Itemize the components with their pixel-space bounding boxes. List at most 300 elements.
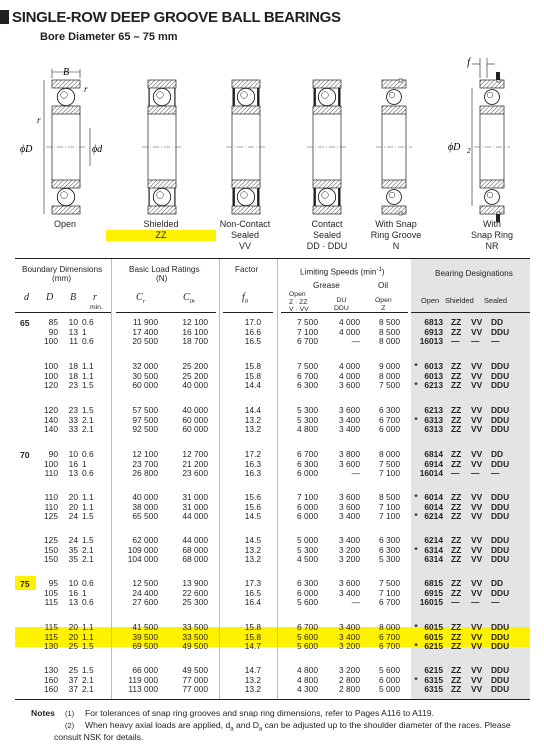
cell-grease-du: 3 800	[339, 449, 360, 459]
cell-radius-r: 1.1	[82, 622, 94, 632]
cell-cr: 23 700	[132, 458, 158, 469]
cell-desig-open: 6913	[424, 326, 443, 337]
cell-desig-sealed-dd: DDU	[491, 554, 510, 565]
cell-cr: 65 500	[132, 511, 158, 522]
cell-oil-open: 8 000	[379, 336, 400, 347]
cell-radius-r: 1.5	[82, 511, 94, 522]
header-r-min: min.	[90, 304, 103, 311]
cell-desig-sealed-vv: VV	[471, 587, 483, 598]
cell-grease-du: 4 000	[339, 317, 360, 327]
cell-c0r: 18 700	[182, 336, 208, 347]
cell-grease-open: 6 700	[297, 336, 318, 347]
cell-desig-shielded: ZZ	[451, 674, 462, 685]
header-bar	[0, 10, 9, 24]
cell-c0r: 77 000	[182, 684, 208, 695]
cell-oil-open: 6 300	[379, 405, 400, 415]
bore-diameter-subtitle: Bore Diameter 65 – 75 mm	[40, 31, 178, 43]
cell-grease-open: 7 100	[297, 326, 318, 337]
cell-c0r: 33 500	[182, 622, 208, 632]
cell-oil-open: 8 000	[379, 449, 400, 459]
cell-grease-du: 4 000	[339, 326, 360, 337]
cell-grease-du: 3 600	[339, 501, 360, 512]
header-rule	[411, 312, 530, 313]
cell-desig-sealed-dd: DDU	[491, 501, 510, 512]
table-row	[0, 555, 530, 565]
cell-grease-open: 4 800	[297, 674, 318, 685]
cell-grease-open: 5 600	[297, 597, 318, 608]
cell-radius-r: 1.1	[82, 370, 94, 381]
cell-c0r: 31 000	[182, 501, 208, 512]
cell-grease-open: 5 600	[297, 641, 318, 652]
cell-oil-open: 7 100	[379, 468, 400, 479]
cell-outer-D: 85	[48, 317, 58, 327]
cell-grease-open: 4 300	[297, 684, 318, 695]
cell-desig-shielded: ZZ	[451, 622, 462, 632]
cell-radius-r: 0.6	[82, 468, 94, 479]
cell-grease-du: 3 200	[339, 554, 360, 565]
cell-grease-open: 6 700	[297, 370, 318, 381]
cell-desig-sealed-vv: VV	[471, 414, 483, 425]
cell-f0: 16.6	[244, 326, 261, 337]
cell-desig-shielded: —	[451, 597, 460, 608]
cell-desig-shielded: ZZ	[451, 544, 462, 555]
caption-contact-sealed: Contact Sealed DD · DDU	[306, 219, 348, 251]
notes-label: Notes	[31, 708, 55, 718]
cell-desig-sealed-vv: VV	[471, 424, 483, 435]
cell-grease-open: 6 000	[297, 511, 318, 522]
cell-cr: 17 400	[132, 326, 158, 337]
cell-desig-shielded: ZZ	[451, 587, 462, 598]
cell-grease-open: 5 600	[297, 631, 318, 642]
header-Cr: $C_r$	[136, 292, 146, 305]
cell-cr: 66 000	[132, 665, 158, 675]
cell-c0r: 21 200	[182, 458, 208, 469]
cell-radius-r: 1	[82, 458, 87, 469]
cell-f0: 15.6	[244, 492, 261, 502]
cell-desig-shielded: ZZ	[451, 458, 462, 469]
cell-c0r: 49 500	[182, 665, 208, 675]
header-grease: Grease	[313, 281, 340, 290]
cell-cr: 113 000	[128, 684, 158, 695]
cell-radius-r: 1	[82, 587, 87, 598]
cell-cr: 20 500	[132, 336, 158, 347]
cell-desig-open: 6915	[424, 587, 443, 598]
cell-desig-sealed-vv: VV	[471, 326, 483, 337]
cell-outer-D: 125	[44, 511, 58, 522]
cell-c0r: 12 100	[182, 317, 208, 327]
cell-c0r: 25 200	[182, 370, 208, 381]
cell-desig-shielded: ZZ	[451, 414, 462, 425]
cell-oil-open: 6 000	[379, 674, 400, 685]
cell-grease-du: 3 400	[339, 631, 360, 642]
cell-f0: 14.4	[244, 405, 261, 415]
cell-f0: 13.2	[244, 554, 261, 565]
cell-desig-shielded: ZZ	[451, 424, 462, 435]
cell-grease-du: 3 400	[339, 587, 360, 598]
cell-width-B: 35	[68, 554, 78, 565]
cell-grease-open: 6 300	[297, 578, 318, 588]
cell-f0: 17.2	[244, 449, 261, 459]
cell-desig-shielded: ZZ	[451, 578, 462, 588]
cell-oil-open: 9 000	[379, 361, 400, 371]
cell-grease-du: 3 400	[339, 414, 360, 425]
cell-desig-shielded: ZZ	[451, 535, 462, 545]
table-row	[0, 642, 530, 652]
cell-outer-D: 150	[44, 554, 58, 565]
cell-grease-open: 5 000	[297, 535, 318, 545]
cell-grease-open: 5 300	[297, 405, 318, 415]
cell-oil-open: 8 500	[379, 317, 400, 327]
bearing-non-contact-sealed-drawing	[226, 80, 266, 214]
cell-desig-sealed-vv: —	[471, 597, 480, 608]
cell-width-B: 24	[68, 511, 78, 522]
header-boundary-unit: (mm)	[52, 274, 72, 283]
cell-f0: 17.3	[244, 578, 261, 588]
caption-open: Open	[53, 219, 77, 229]
cell-grease-du: 3 600	[339, 492, 360, 502]
cell-c0r: 16 100	[182, 326, 208, 337]
cell-c0r: 68 000	[182, 554, 208, 565]
cell-grease-open: 5 300	[297, 414, 318, 425]
cell-width-B: 10	[68, 449, 78, 459]
cell-cr: 62 000	[132, 535, 158, 545]
header-desig-shielded: Shielded	[445, 296, 474, 305]
cell-f0: 15.6	[244, 501, 261, 512]
cell-grease-open: 6 000	[297, 468, 318, 479]
cell-cr: 26 800	[132, 468, 158, 479]
cell-width-B: 33	[68, 414, 78, 425]
cell-oil-open: 8 500	[379, 326, 400, 337]
cell-desig-sealed-dd: DDU	[491, 511, 510, 522]
cell-cr: 38 000	[132, 501, 158, 512]
bore-label-65: 65	[20, 318, 30, 328]
cell-grease-du: 3 200	[339, 544, 360, 555]
dimension-lines	[44, 58, 495, 214]
cell-desig-sealed-dd: —	[491, 336, 500, 347]
cell-desig-sealed-vv: VV	[471, 631, 483, 642]
cell-grease-du: 3 200	[339, 665, 360, 675]
cell-width-B: 13	[68, 326, 78, 337]
cell-oil-open: 8 500	[379, 492, 400, 502]
header-boundary-dimensions: Boundary Dimensions	[22, 265, 103, 274]
cell-width-B: 18	[68, 370, 78, 381]
cell-desig-sealed-dd: DD	[491, 578, 504, 588]
cell-grease-open: 7 500	[297, 361, 318, 371]
cell-radius-r: 1.1	[82, 501, 94, 512]
cell-desig-sealed-vv: VV	[471, 405, 483, 415]
cell-desig-open: 6014	[424, 501, 443, 512]
cell-desig-sealed-vv: VV	[471, 544, 483, 555]
cell-oil-open: 6 000	[379, 424, 400, 435]
cell-c0r: 40 000	[182, 405, 208, 415]
cell-outer-D: 90	[48, 326, 58, 337]
dim-label-d: ϕd	[92, 144, 103, 155]
cell-desig-sealed-vv: VV	[471, 554, 483, 565]
cell-outer-D: 115	[44, 631, 58, 642]
cell-desig-open: 6313	[424, 424, 443, 435]
cell-oil-open: 7 100	[379, 501, 400, 512]
cell-desig-open: 6815	[424, 578, 443, 588]
cell-desig-sealed-vv: VV	[471, 578, 483, 588]
header-d: d	[24, 292, 29, 303]
caption-with-snap-ring: With Snap Ring NR	[470, 219, 514, 251]
cell-c0r: 31 000	[182, 492, 208, 502]
cell-width-B: 24	[68, 535, 78, 545]
dim-label-D2: ϕD	[448, 142, 461, 153]
cell-oil-open: 5 600	[379, 665, 400, 675]
cell-grease-du: —	[351, 336, 360, 347]
cell-oil-open: 7 100	[379, 587, 400, 598]
cell-oil-open: 7 500	[379, 578, 400, 588]
cell-radius-r: 2.1	[82, 674, 94, 685]
cell-desig-shielded: ZZ	[451, 361, 462, 371]
cell-radius-r: 0.6	[82, 578, 94, 588]
cell-outer-D: 110	[44, 492, 58, 502]
bore-label-70: 70	[20, 450, 30, 460]
cell-desig-sealed-dd: DDU	[491, 684, 510, 695]
cell-c0r: 60 000	[182, 414, 208, 425]
cell-desig-shielded: ZZ	[451, 501, 462, 512]
cell-radius-r: 1.5	[82, 665, 94, 675]
cell-outer-D: 160	[44, 674, 58, 685]
cell-desig-sealed-vv: VV	[471, 449, 483, 459]
cell-desig-shielded: ZZ	[451, 554, 462, 565]
cell-desig-shielded: ZZ	[451, 492, 462, 502]
cell-outer-D: 100	[44, 370, 58, 381]
cell-desig-open: 6213	[424, 405, 443, 415]
cell-grease-du: 4 000	[339, 361, 360, 371]
header-desig-sealed: Sealed	[484, 296, 508, 305]
cell-cr: 40 000	[132, 492, 158, 502]
cell-outer-D: 100	[44, 361, 58, 371]
cell-desig-open: 6313	[424, 414, 443, 425]
page-title: SINGLE-ROW DEEP GROOVE BALL BEARINGS	[12, 8, 341, 26]
cell-desig-sealed-dd: DDU	[491, 641, 510, 652]
cell-desig-open: 16013	[419, 336, 443, 347]
cell-radius-r: 1.1	[82, 631, 94, 642]
cell-cr: 11 900	[133, 317, 158, 327]
cell-cr: 69 500	[132, 641, 158, 652]
cell-desig-shielded: —	[451, 468, 460, 479]
cell-width-B: 23	[68, 405, 78, 415]
caption-snap-ring-groove: With Snap Ring Groove N	[370, 219, 422, 251]
cell-c0r: 25 200	[182, 361, 208, 371]
cell-desig-sealed-vv: VV	[471, 501, 483, 512]
cell-radius-r: 2.1	[82, 544, 94, 555]
cell-desig-open: 6213	[424, 380, 443, 391]
cell-grease-du: 4 000	[339, 370, 360, 381]
cell-grease-du: 3 400	[339, 535, 360, 545]
header-rule	[116, 312, 216, 313]
cell-cr: 92 500	[132, 424, 158, 435]
cell-desig-shielded: ZZ	[451, 449, 462, 459]
cell-footnote-mark: *	[414, 544, 418, 555]
cell-width-B: 33	[68, 424, 78, 435]
cell-f0: 14.7	[244, 641, 261, 652]
cell-f0: 14.5	[244, 535, 261, 545]
dim-label-r2: r	[37, 115, 41, 125]
cell-radius-r: 1.1	[82, 492, 94, 502]
cell-cr: 27 600	[132, 597, 158, 608]
cell-footnote-mark: *	[414, 622, 418, 632]
cell-grease-open: 4 800	[297, 665, 318, 675]
cell-cr: 39 500	[132, 631, 158, 642]
cell-desig-sealed-vv: VV	[471, 622, 483, 632]
cell-c0r: 13 900	[182, 578, 208, 588]
cell-radius-r: 2.1	[82, 554, 94, 565]
cell-cr: 109 000	[127, 544, 158, 555]
cell-c0r: 23 600	[182, 468, 208, 479]
cell-width-B: 20	[68, 492, 78, 502]
cell-c0r: 60 000	[182, 424, 208, 435]
cell-outer-D: 95	[48, 578, 58, 588]
cell-width-B: 10	[68, 578, 78, 588]
cell-width-B: 11	[69, 336, 78, 347]
table-row	[0, 598, 530, 608]
cell-desig-sealed-dd: —	[491, 597, 500, 608]
cell-desig-shielded: —	[451, 336, 460, 347]
cell-grease-du: 3 200	[339, 641, 360, 652]
header-grease-du: DU DDU	[334, 297, 349, 312]
cell-outer-D: 90	[48, 449, 58, 459]
cell-f0: 13.2	[244, 684, 261, 695]
cell-desig-shielded: ZZ	[451, 317, 462, 327]
cell-outer-D: 105	[44, 587, 58, 598]
header-desig-open: Open	[421, 296, 440, 305]
cell-radius-r: 0.6	[82, 597, 94, 608]
cell-grease-open: 5 300	[297, 544, 318, 555]
cell-footnote-mark: *	[414, 414, 418, 425]
cell-f0: 13.2	[244, 424, 261, 435]
cell-radius-r: 1	[82, 326, 87, 337]
cell-desig-sealed-vv: VV	[471, 492, 483, 502]
note-2: (2) When heavy axial loads are applied, $d_a$ and $D_a$ can be adjusted up to the shoulder diameter of the races. Please	[65, 720, 511, 733]
cell-c0r: 22 600	[182, 587, 208, 598]
header-load-unit: (N)	[156, 274, 168, 283]
cell-cr: 30 500	[132, 370, 158, 381]
cell-desig-sealed-vv: —	[471, 468, 480, 479]
cell-desig-sealed-vv: VV	[471, 511, 483, 522]
cell-desig-sealed-dd: DDU	[491, 405, 510, 415]
cell-desig-open: 6914	[424, 458, 443, 469]
table-row	[0, 685, 530, 695]
cell-cr: 60 000	[132, 380, 158, 391]
cell-desig-sealed-dd: DDU	[491, 674, 510, 685]
cell-desig-sealed-vv: VV	[471, 380, 483, 391]
cell-radius-r: 2.1	[82, 424, 94, 435]
cell-desig-open: 6015	[424, 631, 443, 642]
cell-footnote-mark: *	[414, 361, 418, 371]
cell-radius-r: 0.6	[82, 449, 94, 459]
cell-desig-open: 6814	[424, 449, 443, 459]
cell-width-B: 20	[68, 622, 78, 632]
cell-outer-D: 120	[44, 380, 58, 391]
header-factor: Factor	[235, 265, 259, 274]
cell-desig-open: 6315	[424, 684, 443, 695]
cell-radius-r: 1.5	[82, 535, 94, 545]
cell-outer-D: 115	[44, 597, 58, 608]
cell-grease-open: 6 000	[297, 501, 318, 512]
cell-f0: 16.3	[244, 468, 261, 479]
cell-desig-shielded: ZZ	[451, 631, 462, 642]
cell-footnote-mark: *	[414, 380, 418, 391]
cell-cr: 24 400	[132, 587, 158, 598]
cell-f0: 14.5	[244, 511, 261, 522]
cell-desig-sealed-dd: DDU	[491, 370, 510, 381]
caption-shielded: Shielded ZZ	[106, 219, 216, 241]
cell-desig-sealed-dd: DDU	[491, 622, 510, 632]
header-f0: $f_0$	[242, 292, 249, 305]
cell-f0: 15.8	[244, 370, 261, 381]
cell-desig-open: 6013	[424, 361, 443, 371]
cell-desig-open: 6813	[424, 317, 443, 327]
cell-desig-open: 16014	[419, 468, 443, 479]
cell-width-B: 37	[68, 674, 78, 685]
page-header	[0, 8, 341, 26]
cell-desig-sealed-dd: DDU	[491, 414, 510, 425]
cell-desig-shielded: ZZ	[451, 511, 462, 522]
cell-desig-shielded: ZZ	[451, 684, 462, 695]
cell-width-B: 20	[68, 631, 78, 642]
cell-grease-open: 7 100	[297, 492, 318, 502]
cell-desig-sealed-vv: VV	[471, 361, 483, 371]
cell-desig-open: 6314	[424, 544, 443, 555]
cell-desig-sealed-dd: DDU	[491, 535, 510, 545]
cell-desig-sealed-vv: —	[471, 336, 480, 347]
cell-oil-open: 6 700	[379, 631, 400, 642]
cell-cr: 57 500	[132, 405, 158, 415]
cell-width-B: 10	[68, 317, 78, 327]
cell-desig-sealed-dd: DDU	[491, 458, 510, 469]
cell-f0: 13.2	[244, 414, 261, 425]
cell-desig-open: 6214	[424, 535, 443, 545]
table-bottom-rule	[15, 699, 530, 700]
cell-f0: 16.4	[244, 597, 261, 608]
cell-grease-open: 4 500	[297, 554, 318, 565]
cell-c0r: 40 000	[182, 380, 208, 391]
cell-desig-shielded: ZZ	[451, 380, 462, 391]
dim-label-r: r	[84, 84, 88, 94]
cell-f0: 13.2	[244, 674, 261, 685]
bearing-contact-sealed-drawing	[307, 80, 347, 214]
cell-f0: 14.7	[244, 665, 261, 675]
cell-desig-sealed-dd: —	[491, 468, 500, 479]
dim-label-D: ϕD	[20, 144, 33, 155]
cell-grease-du: 3 600	[339, 458, 360, 469]
cell-width-B: 13	[68, 597, 78, 608]
cell-desig-sealed-dd: DDU	[491, 631, 510, 642]
cell-footnote-mark: *	[414, 674, 418, 685]
dim-label-D2-sub: 2	[467, 147, 471, 155]
cell-radius-r: 1.5	[82, 380, 94, 391]
table-top-rule	[15, 258, 530, 259]
cell-oil-open: 7 500	[379, 380, 400, 391]
cell-desig-sealed-dd: DDU	[491, 326, 510, 337]
cell-grease-du: 3 400	[339, 622, 360, 632]
cell-oil-open: 6 700	[379, 641, 400, 652]
cell-oil-open: 8 000	[379, 622, 400, 632]
cell-outer-D: 110	[44, 501, 58, 512]
note-2-continued: consult NSK for details.	[54, 732, 144, 742]
table-row	[0, 337, 530, 347]
cell-cr: 12 100	[132, 449, 158, 459]
cell-desig-open: 6013	[424, 370, 443, 381]
cell-width-B: 23	[68, 380, 78, 391]
header-D: D	[46, 292, 54, 303]
cell-oil-open: 8 000	[379, 370, 400, 381]
cell-grease-du: —	[351, 468, 360, 479]
cell-desig-sealed-dd: DD	[491, 449, 504, 459]
